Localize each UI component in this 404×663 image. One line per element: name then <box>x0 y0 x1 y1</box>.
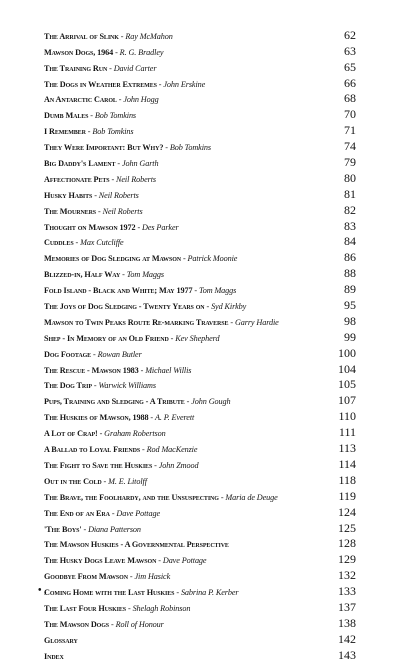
toc-author: Kev Shepherd <box>175 333 220 343</box>
toc-page-number: 132 <box>338 568 356 583</box>
toc-entry <box>28 520 364 536</box>
toc-entry-text <box>44 95 159 104</box>
toc-entry-text <box>44 381 156 390</box>
toc-page-number: 63 <box>344 43 356 58</box>
toc-entry <box>28 440 364 456</box>
toc-entry <box>28 43 364 59</box>
toc-author: R. G. Bradley <box>119 47 164 57</box>
toc-title: Glossary <box>44 635 78 645</box>
toc-separator: - <box>107 63 114 73</box>
toc-entry-text <box>44 604 190 613</box>
toc-page-number: 99 <box>344 329 356 344</box>
toc-entry-text <box>44 652 64 661</box>
toc-author: Tom Maggs <box>126 270 164 280</box>
toc-title: The Arrival of Slink <box>44 31 119 41</box>
toc-title: A Lot of Crap! <box>44 429 98 439</box>
toc-entry <box>28 504 364 520</box>
toc-entry <box>28 59 364 75</box>
toc-separator: - <box>204 302 212 312</box>
toc-entry <box>28 313 364 329</box>
toc-author: Graham Robertson <box>104 429 166 439</box>
toc-separator: - <box>181 254 188 264</box>
toc-entry <box>28 91 364 107</box>
toc-separator: - <box>140 445 147 455</box>
toc-author: Warwick Williams <box>98 381 156 391</box>
toc-separator: - <box>118 31 126 41</box>
toc-title: 'The Boys' <box>44 524 82 534</box>
toc-entry <box>28 647 364 663</box>
toc-entry-text <box>44 509 160 518</box>
toc-entry <box>28 551 364 567</box>
toc-title: The Dogs in Weather Extremes <box>44 79 157 89</box>
toc-entry-text <box>44 556 206 565</box>
toc-separator: - <box>163 143 170 153</box>
toc-separator: - <box>156 79 164 89</box>
toc-separator: - <box>101 476 109 486</box>
toc-page-number: 119 <box>338 488 356 503</box>
toc-entry-text <box>44 429 166 438</box>
toc-page-number: 110 <box>338 409 356 424</box>
toc-entry-text <box>44 477 147 486</box>
toc-entry-text <box>44 159 158 168</box>
toc-author: Patrick Moonie <box>187 254 238 264</box>
toc-author: Des Parker <box>142 222 179 232</box>
toc-separator: - <box>115 159 122 169</box>
toc-entry <box>28 234 364 250</box>
toc-separator: - <box>109 619 116 629</box>
toc-entry <box>28 536 364 552</box>
toc-entry-text <box>44 48 163 57</box>
toc-author: Dave Pottage <box>162 556 207 566</box>
toc-separator: - <box>138 365 146 375</box>
toc-page-number: 137 <box>338 599 356 614</box>
toc-entry <box>28 472 364 488</box>
toc-page-number: 105 <box>338 377 356 392</box>
toc-entry-text <box>44 461 198 470</box>
toc-page-number: 80 <box>344 170 356 185</box>
toc-entry-text <box>44 175 156 184</box>
toc-entry <box>28 297 364 313</box>
toc-entry <box>28 265 364 281</box>
toc-separator: - <box>126 603 133 613</box>
toc-entry-text <box>44 572 170 581</box>
toc-author: Roll of Honour <box>115 619 164 629</box>
toc-page-number: 68 <box>344 91 356 106</box>
toc-entry-text <box>44 588 238 597</box>
toc-entry <box>28 424 364 440</box>
toc-separator: - <box>92 190 99 200</box>
toc-entry <box>28 615 364 631</box>
toc-separator: - <box>228 317 235 327</box>
toc-entry <box>28 218 364 234</box>
toc-entry <box>28 249 364 265</box>
toc-title: Index <box>44 651 64 661</box>
table-of-contents <box>28 27 364 663</box>
toc-page-number: 113 <box>338 441 356 456</box>
toc-author: Neil Roberts <box>102 206 143 216</box>
toc-entry-text <box>44 620 164 629</box>
toc-title: Dumb Males <box>44 111 89 121</box>
toc-author: Rowan Butler <box>97 349 142 359</box>
toc-title: The End of an Era <box>44 508 110 518</box>
toc-author: Tom Maggs <box>199 286 237 296</box>
toc-entry <box>28 106 364 122</box>
toc-entry-text <box>44 191 139 200</box>
toc-page-number: 124 <box>338 504 356 519</box>
toc-entry <box>28 408 364 424</box>
toc-entry <box>28 361 364 377</box>
toc-entry <box>28 154 364 170</box>
toc-entry-text <box>44 254 237 263</box>
toc-separator: - <box>96 206 103 216</box>
toc-entry <box>28 583 364 599</box>
toc-title: Fold Island - Black and White; May 1977 <box>44 286 193 296</box>
toc-entry-text <box>44 397 230 406</box>
toc-entry <box>28 170 364 186</box>
toc-entry-text <box>44 334 219 343</box>
toc-author: M. E. Litolff <box>108 476 147 486</box>
toc-title: Shep - In Memory of an Old Friend <box>44 333 169 343</box>
toc-page-number: 70 <box>344 107 356 122</box>
toc-author: Max Cutcliffe <box>80 238 124 248</box>
toc-entry-text <box>44 32 173 41</box>
toc-page-number: 88 <box>344 266 356 281</box>
toc-page-number: 81 <box>344 186 356 201</box>
toc-author: Shelagh Robinson <box>132 603 191 613</box>
toc-entry <box>28 567 364 583</box>
toc-title: Goodbye From Mawson <box>44 572 128 582</box>
toc-page-number: 74 <box>344 139 356 154</box>
toc-title: Out in the Cold <box>44 476 102 486</box>
toc-page-number: 98 <box>344 313 356 328</box>
toc-separator: - <box>113 47 120 57</box>
toc-page-number: 133 <box>338 584 356 599</box>
toc-author: John Zmood <box>158 460 199 470</box>
toc-separator: - <box>168 333 176 343</box>
toc-title: The Husky Dogs Leave Mawson <box>44 556 157 566</box>
toc-page-number: 71 <box>344 123 356 138</box>
toc-separator: - <box>91 381 99 391</box>
toc-entry-text <box>44 445 197 454</box>
toc-author: Rod MacKenzie <box>146 445 198 455</box>
toc-page-number: 83 <box>344 218 356 233</box>
toc-author: Jim Hasick <box>134 572 171 582</box>
toc-separator: - <box>152 460 159 470</box>
toc-title: Mawson to Twin Peaks Route Re-marking Traverse <box>44 317 229 327</box>
toc-title: Husky Habits <box>44 190 93 200</box>
toc-page-number: 66 <box>344 75 356 90</box>
toc-author: John Gough <box>191 397 231 407</box>
toc-title: The Brave, the Foolhardy, and the Unsuspecting <box>44 492 219 502</box>
toc-page-number: 84 <box>344 234 356 249</box>
toc-author: Syd Kirkby <box>211 302 247 312</box>
toc-entry-text <box>44 286 236 295</box>
toc-title: The Huskies of Mawson, 1988 <box>44 413 149 423</box>
toc-author: Maria de Deuge <box>225 492 278 502</box>
toc-title: The Mourners <box>44 206 97 216</box>
toc-separator: - <box>73 238 81 248</box>
toc-entry <box>28 329 364 345</box>
toc-title: The Last Four Huskies <box>44 603 127 613</box>
toc-title: The Dog Trip <box>44 381 92 391</box>
toc-entry <box>28 202 364 218</box>
toc-author: John Erskine <box>163 79 206 89</box>
toc-separator: - <box>120 270 127 280</box>
toc-separator: - <box>184 397 192 407</box>
toc-entry-text <box>44 111 136 120</box>
toc-entry-text <box>44 350 142 359</box>
toc-author: Bob Tomkins <box>94 111 137 121</box>
toc-page-number: 89 <box>344 282 356 297</box>
toc-author: Ray McMahon <box>125 31 173 41</box>
toc-separator: - <box>109 508 117 518</box>
toc-entry <box>28 392 364 408</box>
toc-title: They Were Important: But Why? <box>44 143 164 153</box>
toc-entry-text <box>44 270 164 279</box>
toc-page-number: 138 <box>338 615 356 630</box>
toc-separator: - <box>97 429 105 439</box>
toc-title: Dog Footage <box>44 349 92 359</box>
toc-separator: - <box>156 556 163 566</box>
toc-page-number: 118 <box>338 472 356 487</box>
toc-page-number: 65 <box>344 59 356 74</box>
toc-page-number: 79 <box>344 155 356 170</box>
toc-author: A. P. Everett <box>155 413 195 423</box>
toc-entry <box>28 456 364 472</box>
toc-separator: - <box>91 349 98 359</box>
toc-page-number: 82 <box>344 202 356 217</box>
toc-author: Bob Tomkins <box>169 143 211 153</box>
toc-author: John Garth <box>121 159 159 169</box>
toc-page-number: 143 <box>338 647 356 662</box>
toc-page-number: 125 <box>338 520 356 535</box>
toc-separator: - <box>218 492 226 502</box>
toc-entry-text <box>44 493 278 502</box>
toc-page-number: 104 <box>338 361 356 376</box>
toc-separator: - <box>85 127 93 137</box>
toc-entry-text <box>44 223 179 232</box>
toc-page-number: 129 <box>338 552 356 567</box>
toc-author: Diana Patterson <box>88 524 141 534</box>
toc-page-number: 100 <box>338 345 356 360</box>
toc-title: Big Daddy's Lament <box>44 159 116 169</box>
toc-separator: - <box>127 572 135 582</box>
toc-entry <box>28 281 364 297</box>
toc-separator: - <box>81 524 89 534</box>
toc-author: Michael Willis <box>145 365 192 375</box>
toc-author: Neil Roberts <box>98 190 139 200</box>
toc-entry-text <box>44 238 124 247</box>
toc-entry-text <box>44 540 229 549</box>
toc-title: Pups, Training and Sledging - A Tribute <box>44 397 185 407</box>
toc-entry <box>28 488 364 504</box>
toc-entry <box>28 345 364 361</box>
toc-entry-text <box>44 413 194 422</box>
toc-entry-text <box>44 127 134 136</box>
toc-title: The Fight to Save the Huskies <box>44 460 153 470</box>
toc-page-number: 86 <box>344 250 356 265</box>
toc-page-number: 142 <box>338 631 356 646</box>
toc-title: The Joys of Dog Sledging - Twenty Years on <box>44 302 205 312</box>
toc-title: The Training Run <box>44 63 108 73</box>
toc-title: Blizzed-in, Half Way <box>44 270 121 280</box>
toc-author: John Hogg <box>123 95 159 105</box>
toc-title: The Rescue - Mawson 1983 <box>44 365 139 375</box>
toc-author: David Carter <box>113 63 157 73</box>
toc-title: The Mawson Dogs <box>44 619 110 629</box>
toc-entry <box>28 186 364 202</box>
toc-author: Garry Hardie <box>234 317 279 327</box>
toc-title: An Antarctic Carol <box>44 95 117 105</box>
toc-title: Memories of Dog Sledging at Mawson <box>44 254 181 264</box>
toc-page-number: 95 <box>344 298 356 313</box>
toc-entry-text <box>44 80 205 89</box>
toc-entry <box>28 631 364 647</box>
toc-title: The Mawson Huskies - A Governmental Perspective <box>44 540 229 550</box>
toc-separator: - <box>109 174 117 184</box>
toc-entry <box>28 599 364 615</box>
toc-title: Affectionate Pets <box>44 174 110 184</box>
toc-page-number: 111 <box>338 425 356 440</box>
toc-entry-text <box>44 64 156 73</box>
toc-separator: - <box>88 111 95 121</box>
toc-entry-text <box>44 143 211 152</box>
page-footer-mark: • , <box>38 585 47 596</box>
toc-entry-text <box>44 207 143 216</box>
toc-page-number: 128 <box>338 536 356 551</box>
toc-author: Neil Roberts <box>116 174 156 184</box>
toc-separator: - <box>116 95 124 105</box>
toc-entry <box>28 122 364 138</box>
toc-title: Cuddles <box>44 238 74 248</box>
toc-separator: - <box>192 286 199 296</box>
toc-title: Mawson Dogs, 1964 <box>44 47 114 57</box>
toc-entry <box>28 138 364 154</box>
toc-separator: - <box>135 222 143 232</box>
toc-author: Sabrina P. Kerber <box>180 588 239 598</box>
toc-separator: - <box>148 413 156 423</box>
toc-author: Bob Tomkins <box>92 127 134 137</box>
toc-entry-text <box>44 318 279 327</box>
toc-entry-text <box>44 525 141 534</box>
toc-entry <box>28 377 364 393</box>
toc-page-number: 114 <box>338 456 356 471</box>
toc-title: Thought on Mawson 1972 <box>44 222 136 232</box>
toc-author: Dave Pottage <box>116 508 160 518</box>
toc-title: A Ballad to Loyal Friends <box>44 445 141 455</box>
toc-title: I Remember <box>44 127 86 137</box>
toc-entry-text <box>44 636 78 645</box>
toc-entry-text <box>44 366 191 375</box>
toc-page-number: 107 <box>338 393 356 408</box>
toc-title: Coming Home with the Last Huskies <box>44 588 175 598</box>
toc-entry <box>28 75 364 91</box>
toc-entry <box>28 27 364 43</box>
toc-entry-text <box>44 302 246 311</box>
toc-separator: - <box>174 588 181 598</box>
toc-page-number: 62 <box>344 27 356 42</box>
